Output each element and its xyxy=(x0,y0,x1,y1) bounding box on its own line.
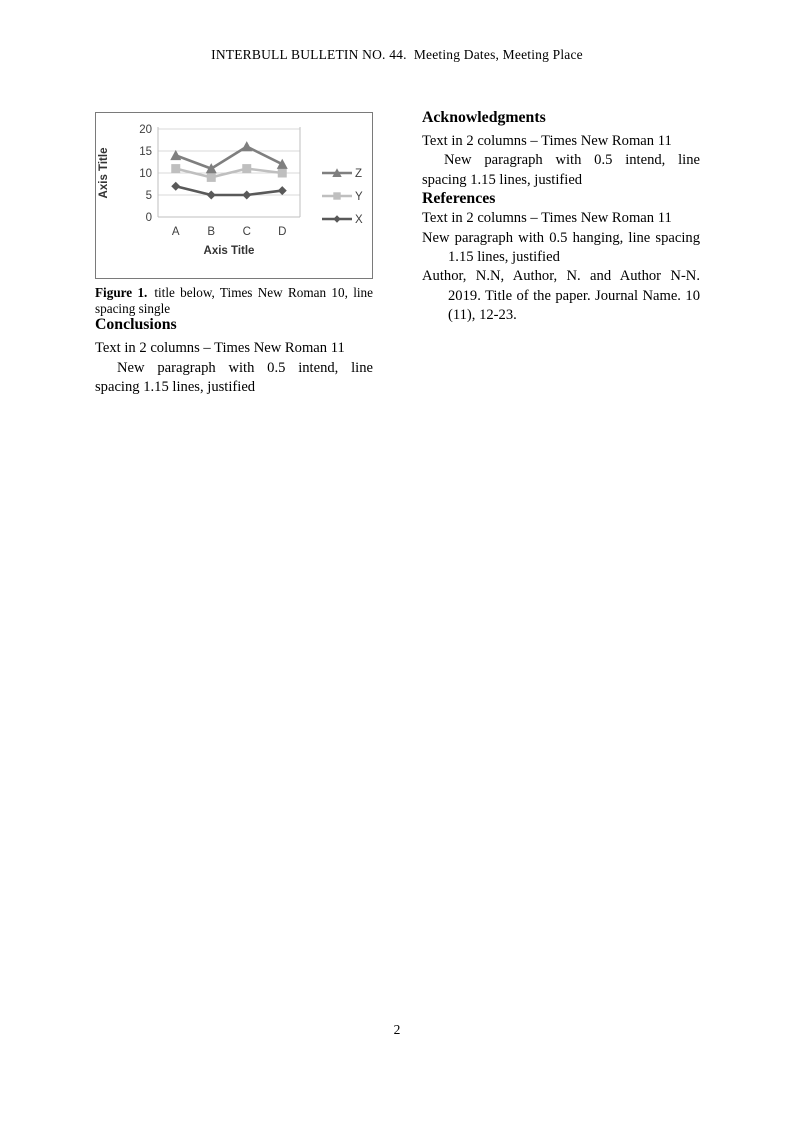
legend-label-Y: Y xyxy=(355,191,363,203)
legend-label-Z: Z xyxy=(355,168,363,180)
figure-caption-label: Figure 1. xyxy=(95,285,148,300)
series-marker-X xyxy=(207,191,216,200)
series-marker-X xyxy=(278,186,287,195)
x-tick-label: D xyxy=(278,226,287,238)
series-marker-Y xyxy=(242,164,251,173)
series-marker-X xyxy=(171,182,180,191)
series-marker-Z xyxy=(241,141,252,151)
series-marker-Z xyxy=(277,159,288,169)
y-tick-label: 5 xyxy=(145,190,152,203)
acknowledgments-para-2: New paragraph with 0.5 intend, line spacing 1.15 lines, justified xyxy=(422,152,700,188)
figure-chart xyxy=(96,113,372,278)
right-column xyxy=(422,109,700,326)
references-para-1: Text in 2 columns – Times New Roman 11 xyxy=(422,210,672,227)
y-tick-label: 15 xyxy=(139,146,152,159)
acknowledgments-heading: Acknowledgments xyxy=(422,109,546,126)
series-line-X xyxy=(176,186,283,195)
conclusions-heading: Conclusions xyxy=(95,316,177,334)
x-tick-label: C xyxy=(242,226,251,238)
references-para-2: New paragraph with 0.5 hanging, line spacing 1.15 lines, justified xyxy=(422,229,700,265)
figure-frame xyxy=(95,112,373,279)
x-axis-title: Axis Title xyxy=(203,245,255,257)
series-marker-Y xyxy=(207,173,216,182)
legend-marker-Y xyxy=(333,192,340,199)
series-line-Z xyxy=(176,147,283,169)
legend-marker-X xyxy=(333,215,340,222)
y-axis-title: Axis Title xyxy=(98,147,110,199)
conclusions-para-1: Text in 2 columns – Times New Roman 11 xyxy=(95,340,345,357)
running-header: INTERBULL BULLETIN NO. 44. Meeting Dates, Meeting Place xyxy=(211,47,583,62)
x-tick-label: A xyxy=(171,226,180,238)
y-tick-label: 10 xyxy=(139,168,152,181)
left-column xyxy=(95,112,373,397)
reference-entry: Author, N.N, Author, N. and Author N-N. 2019. Title of the paper. Journal Name. 10 (11), 12-23. xyxy=(422,268,700,324)
references-heading: References xyxy=(422,190,496,208)
figure-caption-text: title below, Times New Roman 10, line spacing single xyxy=(95,285,373,316)
series-marker-Y xyxy=(171,164,180,173)
series-marker-Y xyxy=(278,169,287,178)
acknowledgments-para-1: Text in 2 columns – Times New Roman 11 xyxy=(422,132,672,149)
conclusions-para-2: New paragraph with 0.5 intend, line spacing 1.15 lines, justified xyxy=(95,359,373,395)
legend-label-X: X xyxy=(355,214,363,226)
series-marker-X xyxy=(242,191,251,200)
y-tick-label: 0 xyxy=(145,212,152,225)
x-tick-label: B xyxy=(207,226,216,238)
figure-caption xyxy=(95,285,373,316)
y-tick-label: 20 xyxy=(139,124,152,137)
page-number: 2 xyxy=(393,1022,401,1037)
